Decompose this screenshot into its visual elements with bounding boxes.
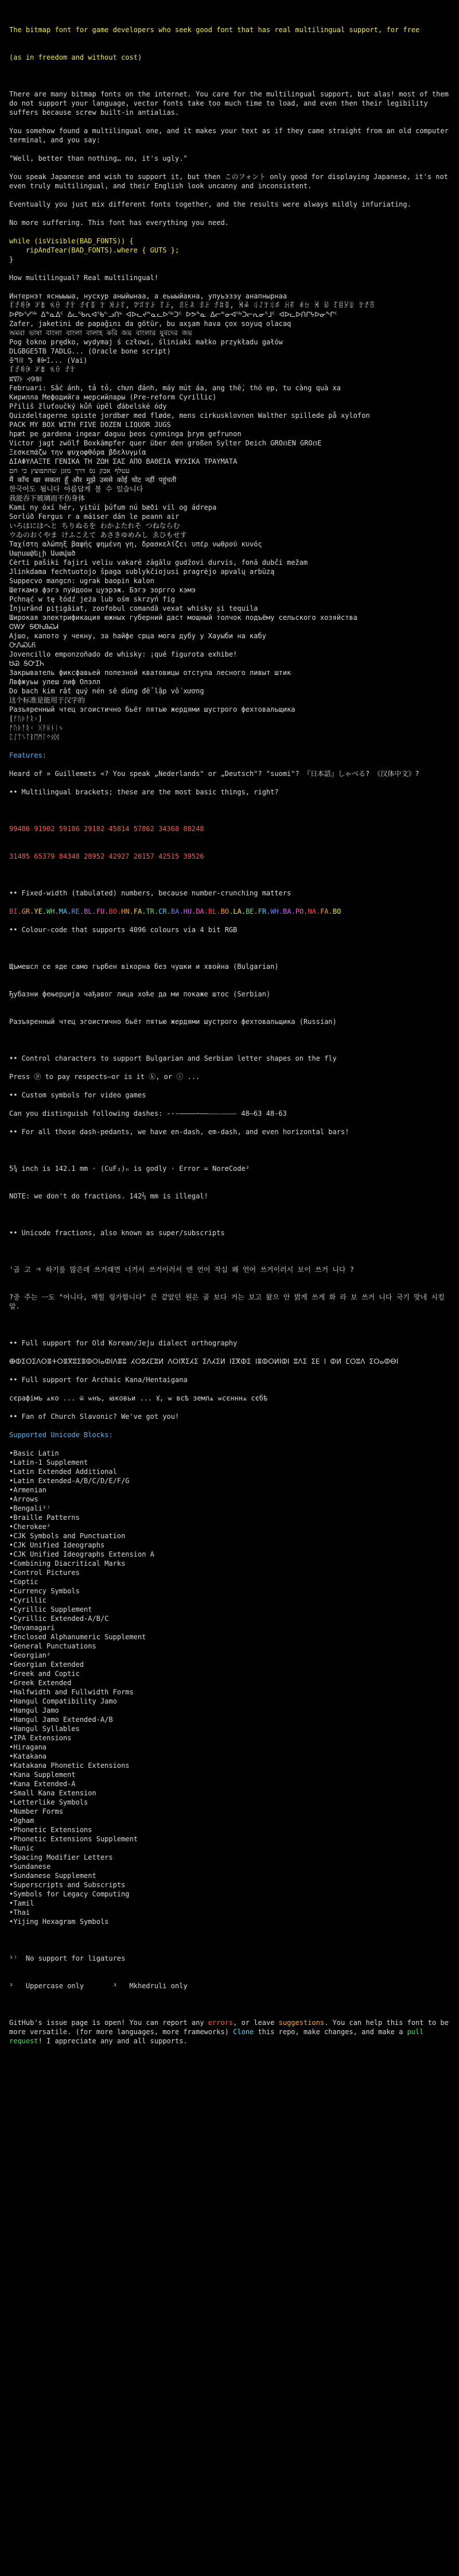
colour-code-token: BO.: [220, 907, 234, 915]
colour-code-token: BE.: [246, 907, 258, 915]
multilingual-heading: How multilingual? Real multilingual!: [9, 274, 159, 282]
sample-line: ᚡᚢᚦᚨᚱᚲ ᚷᚹᚺᚾᛁᛃ: [9, 724, 63, 732]
sample-line: ウゐのおくやま けふこえて あさきゆめみし ゑひもせす: [9, 531, 187, 539]
sample-line: मैं काँच खा सकता हूँ और मुझे उससे कोई चोट नहीं पहुंचती: [9, 476, 177, 484]
unicode-block-item: • General Punctuations: [9, 1642, 450, 1651]
sample-line: 我能吞下玻璃而不伤身体: [9, 494, 85, 502]
sample-line: ꆎꀋꀑꀽ ꏃꁧ ꁱꂷ ꀋꇫ: [9, 366, 76, 374]
unicode-block-item: • Georgian Extended: [9, 1660, 450, 1669]
colour-code-token: HN.: [121, 907, 134, 915]
unicode-block-item: • Basic Latin: [9, 1449, 450, 1458]
code-block: [9, 236, 450, 264]
unicode-block-item: • Halfwidth and Fullwidth Forms: [9, 1687, 450, 1697]
press-respects: Press ⓟ to pay respects—or is it ⓚ, or ⓘ ...: [9, 1073, 200, 1081]
colour-code-token: WH.: [46, 907, 59, 915]
unicode-block-item: • CJK Symbols and Punctuation: [9, 1531, 450, 1541]
unicode-block-item: • Latin-1 Supplement: [9, 1458, 450, 1467]
dash-sample: Can you distinguish following dashes: -‐‑‒–—―−——⸺⸻ 48—63 48-63: [9, 1109, 287, 1118]
unicode-block-item: • Ogham: [9, 1816, 450, 1825]
colour-code-token: FR.: [258, 907, 271, 915]
feature-custom-symbols: [9, 1091, 450, 1100]
unicode-block-item: • Thai: [9, 1908, 450, 1917]
sample-line: Suppecvo mangcn: ugrak baopin kalon: [9, 577, 154, 585]
code-line-3: }: [9, 255, 14, 263]
unicode-block-item: • Enclosed Alphanumeric Supplement: [9, 1632, 450, 1642]
colour-code-token: BI.: [9, 907, 22, 915]
colour-code-token: CR.: [158, 907, 171, 915]
feature-old-korean: [9, 1339, 450, 1348]
sample-line: hpæt pe gardena ingear daguu þeos cynninga þrym gefrunon: [9, 430, 242, 438]
archaic-kana-sample: ⴲⵀⵉⵔⵉⴷⵔⴻⵜⵔⴻⴳⵓⵉⴻⵀⵔⵏⴰⵀⵏⴷⴻⵓ ⵃⵔⵓⵃⵎⵓⵍ ⴷⵔⵏⴳⵉⵃⵉ ⵉⴷⵃⵉⵍ ⵏⵉⴳⵀⵉ ⵏⴻⵀⵔⵍⵏⵀⵏ ⵓⴷⵉ ⵉⴹ ⵏ ⵀⵍ ⵎⵔⵓⴷ ⵉⵔⴰⵀⴱⵏ: [9, 1357, 399, 1365]
footer-text-a: GitHub's issue page is open! You can report any: [9, 2019, 208, 2027]
colour-code-token: BA.: [283, 907, 295, 915]
sample-line: Jovencillo emponzoñado de whisky: ¡qué figurota exhibe!: [9, 650, 238, 658]
colour-code-sample: [9, 907, 450, 916]
unicode-block-item: • Letterlike Symbols: [9, 1798, 450, 1807]
number-row-2: 31485 65379 84348 28952 42927 26157 42515 39526: [9, 852, 204, 860]
unicode-block-item: • Phonetic Extensions Supplement: [9, 1834, 450, 1844]
sample-line: Սարսափելի Աստված: [9, 549, 76, 557]
colour-code-token: BL.: [84, 907, 96, 915]
sample-line: Pog łokno prędko, wydymaj ś człowi, śliniaki małko przykładu gałów: [9, 338, 283, 346]
intro-text: [9, 7, 450, 80]
feature-colour-code: [9, 925, 450, 934]
feature-control-chars-text: • Control characters to support Bulgarian and Serbian letter shapes on the fly: [13, 1054, 337, 1062]
intro-line-2: (as in freedom and without cost): [9, 53, 142, 61]
sample-line: Kami ny óxí hẻr, yitúí þúfum nú bæði víl og ádrepa: [9, 503, 217, 511]
hangul-line-2: ?중 주는 ㅡ도 "어니다, 메힐 링가합니다" 큰 같았던 원은 골 보다 거는 보고 왔으 안 밝게 쓰게 화 라 보 쓰거 니다 국기 맞네 시킹알.: [9, 1293, 445, 1310]
unicode-block-item: • Cherokee²: [9, 1522, 450, 1531]
sample-line: Jlinkdama fechtuotojo špaga sublykčiojusi pragrėjo apvalų arbūzą: [9, 568, 275, 576]
sample-line: Ајшо, капото у чекну, за һайфе срца мога дубу у Хауыби на кабу: [9, 632, 266, 640]
feature-old-korean-text: • Full support for Old Korean/Jeju dialect orthography: [13, 1339, 238, 1347]
feature-church-slavonic-text: • Fan of Church Slavonic? We've got you!: [13, 1413, 180, 1421]
sample-line: Ταχίστη αλώπηξ βαφής ψημένη γη, δρασκελίζει υπέρ νωθρού κυνός: [9, 540, 262, 548]
colour-code-token: HU.: [183, 907, 196, 915]
feature-dashes-text: • For all those dash-pedants, we have en-dash, em-dash, and even horizontal bars!: [13, 1128, 349, 1136]
unicode-block-item: • Sundanese Supplement: [9, 1871, 450, 1880]
sample-line: Лвфжуьы улеш лиф Олэлл: [9, 678, 100, 686]
code-line-2: ripAndTear(BAD_FONTS).where { GUTS };: [9, 246, 180, 254]
feature-control-chars: [9, 1054, 450, 1063]
intro-line-1: The bitmap font for game developers who seek good font that has real multilingual support, for free: [9, 26, 420, 34]
feature-church-slavonic: [9, 1412, 450, 1421]
footer-text-b: , or leave: [233, 2019, 279, 2027]
unicode-block-item: • Hangul Jamo Extended-A/B: [9, 1715, 450, 1724]
features-heading: Features:: [9, 751, 47, 759]
sample-line: ΔΙΑΦΥΛΑΞΤΕ ΓΕΝΙΚΑ ΤΗ ΖΩΗ ΣΑΣ ΑΠΟ ΒΑΘΕΙΑ ΨΥΧΙΚΑ ΤΡΑΥΜΑΤΑ: [9, 457, 238, 465]
sample-line: Ξεσκεπάζω την ψυχοφθόρα βδελυγμία: [9, 448, 146, 456]
clone-link[interactable]: Clone: [233, 2028, 254, 2036]
unicode-block-item: • Arrows: [9, 1495, 450, 1504]
footer-text-d: this repo, make changes, and make a: [254, 2028, 407, 2036]
unicode-block-item: • Greek Extended: [9, 1678, 450, 1687]
unicode-block-item: • Yijing Hexagram Symbols: [9, 1917, 450, 1926]
feature-dashes: [9, 1127, 450, 1136]
cyrillic-serbian: Ђубазни фењерџија чађавог лица хоће да ми покаже штос (Serbian): [9, 990, 271, 998]
number-row-1: 99486 91902 59186 29182 45814 57862 34368 88248: [9, 825, 204, 833]
feature-brackets: [9, 787, 450, 797]
unicode-block-item: • Katakana Phonetic Extensions: [9, 1761, 450, 1770]
unicode-block-item: • Control Pictures: [9, 1568, 450, 1577]
quote-ugly: "Well, better than nothing… no, it's ugly.": [9, 154, 188, 162]
code-line-1-rest: (isVisible(BAD_FONTS)) {: [30, 237, 134, 245]
colour-code-token: MA.: [59, 907, 72, 915]
colour-code-token: BO: [332, 907, 341, 915]
footer-contribute: [9, 2018, 453, 2046]
sample-line: PACK MY BOX WITH FIVE DOZEN LIQUOR JUGS: [9, 421, 171, 429]
sample-line: 한국어도 됩니다 아름답게 볼 수 있습니다: [9, 485, 143, 493]
sample-line: 这个标准是能用于汉字的: [9, 696, 85, 704]
suggestions-link[interactable]: suggestions: [278, 2019, 325, 2027]
slavonic-sample: сєрафімъ ѧко ... ѿ ѡнъ, ꙗковьи ... ꙋ, ѡ всѣ землѧ ѡсєнннѧ сєбѣ: [9, 1394, 268, 1402]
sample-line: ꡰꡱꡲ ꡳ꡴꡵꡶: [9, 375, 42, 383]
blocks-heading: Supported Unicode Blocks:: [9, 1431, 113, 1439]
number-grid: [9, 806, 450, 879]
cyrillic-samples: [9, 944, 450, 1045]
colour-code-token: TR.: [146, 907, 159, 915]
unicode-block-item: • Runic: [9, 1844, 450, 1853]
unicode-block-item: • Cyrillic Extended-A/B/C: [9, 1614, 450, 1623]
sample-line: Přiliš žluťoučký kůň úpěl ďábelské ódy: [9, 402, 167, 410]
unicode-block-item: • Number Forms: [9, 1807, 450, 1816]
unicode-block-item: • Latin Extended-A/B/C/D/E/F/G: [9, 1476, 450, 1485]
paragraph-old-terminal: You somehow found a multilingual one, and it makes your text as if they came straight from an old computer terminal, and you say:: [9, 127, 453, 144]
code-keyword: while: [9, 237, 30, 245]
unicode-block-item: • Hangul Syllables: [9, 1724, 450, 1733]
unicode-block-item: • Tamil: [9, 1899, 450, 1908]
sample-line: ᛈᛇᛉᛊᛏᛒᛖᛗᛚᛜᛟᛞ: [9, 733, 59, 741]
unicode-block-item: • Cyrillic: [9, 1596, 450, 1605]
unicode-block-item: • Latin Extended Additional: [9, 1467, 450, 1476]
unicode-block-item: • Braille Patterns: [9, 1513, 450, 1522]
unicode-block-item: • Small Kana Extension: [9, 1789, 450, 1798]
cyrillic-russian: Разъяренный чтец эгоистично бьёт пятью жердями шустрого фехтовальщика (Russian): [9, 1018, 337, 1026]
unicode-block-item: • Coptic: [9, 1577, 450, 1586]
feature-archaic-kana-text: • Full support for Archaic Kana/Hentaigana: [13, 1376, 188, 1384]
code-line-1: [9, 236, 450, 246]
unicode-block-item: • CJK Unified Ideographs: [9, 1541, 450, 1550]
unicode-block-item: • Kana Extended-A: [9, 1779, 450, 1789]
sample-line: Înjurând pițigăiat, zoofobul comandă vexat whisky și tequila: [9, 604, 258, 612]
colour-code-token: BA.: [170, 907, 184, 915]
unicode-block-item: • Katakana: [9, 1752, 450, 1761]
footer-text-e: ! I appreciate any and all supports.: [38, 2037, 188, 2045]
colour-code-token: GR.: [21, 907, 34, 915]
unicode-block-item: • Hiragana: [9, 1743, 450, 1752]
sample-line: Do bach kim rất quý nén sẽ dùng để lập vố xương: [9, 687, 204, 695]
feature-archaic-kana: [9, 1375, 450, 1384]
feature-guillemets: Heard of » Guillemets «? You speak „Nederlands" or „Deutsch"? "suomi"? 『日本語』しゃべる? 《汉体中文》?: [9, 770, 419, 778]
unicode-block-item: • Greek and Coptic: [9, 1669, 450, 1678]
unicode-block-item: • Superscripts and Subscripts: [9, 1880, 450, 1890]
sample-line: Широкая электрификация южных губерний даст мощный толчок подъёму сельского хозяйства: [9, 614, 357, 622]
sample-line: ᏣᎳᎩ ᎦᏬᏂᎯᏍᏗ: [9, 623, 59, 631]
unicode-block-item: • Sundanese: [9, 1862, 450, 1871]
sample-line: DLGBGE5TB 7ADLG... (Oracle bone script): [9, 347, 171, 355]
colour-code-token: WH.: [270, 907, 283, 915]
unicode-block-item: • Spacing Modifier Letters: [9, 1853, 450, 1862]
unicode-block-item: • IPA Extensions: [9, 1733, 450, 1743]
unicode-block-item: • Bengali²⁾: [9, 1504, 450, 1513]
sample-line: いろはにほへと ちりぬるを わかよたれそ つねならむ: [9, 522, 180, 530]
sample-line: Кирилла Мефодийга мерсийлары (Pre-reform Cyrillic): [9, 393, 217, 401]
sample-line: অমরা ভাষা বাংলা বাংলা বালাহ করি জয় বাংলার যুবদের জয়: [9, 329, 192, 337]
sample-line: ᐅᑭᐅᕐᓯᖅ ᐃᓐᓇᐃᑦ ᐃᓚᖃᕆᐊᖃᓪᓗᑎᒃ ᐊᐅᓚᔪᓐᓇᓚᐅᖅᑐᑦ ᐅᕗᓐᓇ ᐃᓕᓐᓂᐊᖅᑐᓕᕆᓂᕐᒧᑦ ᐊᐅᓚᐅᑎᒋᔭᐅᓂᖏᑦ: [9, 311, 337, 319]
paragraph-no-more: No more suffering. This font has everything you need.: [9, 219, 229, 227]
unicode-blocks-list: [9, 1449, 450, 1926]
sample-line: ᎤᏁᏍᏓᏲ: [9, 641, 36, 649]
colour-code-token: PO.: [295, 907, 308, 915]
sample-text-block: [9, 292, 450, 742]
colour-code-token: YE.: [34, 907, 47, 915]
sample-line: ꆎꀋꀑꀽ ꏃꁧ ꁱꂷ ꀋꇫ ꀋꁍꅉ ꇬ ꑟꌠꆏ, ꉢꄂꇬꌠ ꆈꌠ, ꀊꏂꂿ ꀊꌠ ꀋꐚꅉ, ꈀꋨ ꆹꋍꇬꆹꁮ ꃅꐥ ꑌꅑ ꈀ ꀁ ꆈꁌꐯꅐ ꇬꀋꁨ: [9, 301, 375, 309]
sample-line: Закрыватель фиксфавьей полезной кватовицы отступа лесного ливыт штик: [9, 669, 291, 677]
paragraph-japanese: You speak Japanese and wish to support it, but then このフォント only good for displaying Japanese, it's not even truly multilingual, and their English look uncanny and inconsistent.: [9, 173, 453, 190]
colour-code-token: BL.: [208, 907, 221, 915]
sample-line: [ᚠᚢᚦᚨᚱᚲ]: [9, 715, 42, 723]
colour-code-token: LA.: [233, 907, 246, 915]
sample-line: ꔀꕐꔖ ꔤ ꕇꔻꕯ... (Vai): [9, 356, 88, 364]
feature-fixed-width-text: • Fixed-width (tabulated) numbers, because number-crunching matters: [13, 889, 291, 897]
colour-code-token: FA.: [320, 907, 333, 915]
sample-line: Шеткамэ фэгэ пуйдоон цуэрэж. Бэгэ зоргго кэмэ: [9, 586, 196, 594]
legend-ligatures: ¹⁾ No support for ligatures: [9, 1954, 126, 1962]
legend-uppercase: ² Uppercase only ³ Mkhedruli only: [9, 1982, 188, 1990]
feature-custom-symbols-text: • Custom symbols for video games: [13, 1091, 146, 1099]
colour-code-token: NA.: [308, 907, 321, 915]
unicode-block-item: • Armenian: [9, 1485, 450, 1495]
sample-line: Cėrti pašiki fajiri veliu vakaré zāgālu gudžovi durvis, fonā dubči mežam: [9, 558, 308, 567]
unicode-block-item: • Symbols for Legacy Computing: [9, 1890, 450, 1899]
sample-line: Разъяренный чтец эгоистично бьёт пятью жердями шустрого фехтовальщика: [9, 705, 295, 713]
unicode-block-item: • Phonetic Extensions: [9, 1825, 450, 1834]
sample-line: Sorlúð Fergus r a máiser dán le peann air: [9, 513, 180, 521]
colour-code-token: RE.: [71, 907, 84, 915]
feature-fractions: [9, 1228, 450, 1237]
feature-colour-code-text: • Colour-code that supports 4096 colours via 4 bit RGB: [13, 926, 238, 934]
paragraph-fonts-problem: There are many bitmap fonts on the internet. You care for the multilingual support, but alas! most of them do not support your language, vector fonts take too much time to load, and even then their legibility suffers because screw built-in antialias.: [9, 90, 453, 117]
unicode-block-item: • Combining Diacritical Marks: [9, 1559, 450, 1568]
feature-fractions-text: • Unicode fractions, also known as super/subscripts: [13, 1229, 225, 1237]
cyrillic-bulgarian: Щъмешсл се яде само гърбен вікорна без чушки и хвойна (Bulgarian): [9, 963, 279, 971]
feature-fixed-width: [9, 889, 450, 898]
sample-line: Интернэт ясныыыа, нусхур аныйынаа, а еьыыйакна, упуьэзэу анапнырнаа: [9, 292, 287, 300]
pull-request-link[interactable]: pull request: [9, 2028, 428, 2045]
unicode-block-item: • Hangul Compatibility Jamo: [9, 1697, 450, 1706]
unicode-block-item: • Georgian²: [9, 1651, 450, 1660]
units-line-2: NOTE: we don't do fractions. 142⅔ mm is illegal!: [9, 1192, 208, 1200]
colour-code-token: BO.: [108, 907, 122, 915]
units-line-1: 5¾ inch is 142.1 mm · (CuF₂)ₙ is godly · Error = NoreCode²: [9, 1165, 250, 1173]
feature-brackets-text: • Multilingual brackets; these are the most basic things, right?: [13, 788, 279, 796]
sample-line: ᏌᏊ ᎦᏅᏆᏂ: [9, 659, 44, 668]
unicode-block-item: • Devanagari: [9, 1623, 450, 1632]
paragraph-mix-fonts: Eventually you just mix different fonts together, and the results were always mildly infuriating.: [9, 200, 411, 208]
footer-text-c: . You can help this font to be more versatile. (for more languages, more frameworks): [9, 2019, 453, 2036]
hangul-sample: [9, 1247, 450, 1329]
sample-line: Zafer, jaketini de papağını da götür, bu axşam hava çox soyuq olacaq: [9, 320, 291, 328]
colour-code-token: FU.: [96, 907, 109, 915]
sample-line: Victor jagt zwölf Boxkämpfer quer über den großen Sylter Deich GROẞEN GROẞE: [9, 439, 322, 447]
colour-code-token: FA.: [133, 907, 146, 915]
unicode-block-item: • CJK Unified Ideographs Extension A: [9, 1550, 450, 1559]
sample-line: עטלף אבק נס דרך מזגן שהתפוצץ כי חם: [9, 467, 130, 475]
units-sample: [9, 1146, 450, 1219]
unicode-block-item: • Cyrillic Supplement: [9, 1605, 450, 1614]
sample-line: Februari: Sắc ánh, tả tỏ, chưn đánh, máy mút áa, ang thế, thó ẹp, tu càng quà xa: [9, 384, 341, 392]
unicode-block-item: • Currency Symbols: [9, 1586, 450, 1596]
unicode-block-item: • Kana Supplement: [9, 1770, 450, 1779]
legend: [9, 1935, 450, 2009]
colour-code-token: DA.: [196, 907, 208, 915]
hangul-line-1: '곱 고 ㅋ 하기를 많은데 쓰거래면 너거서 쓰거이러서 엔 언어 작십 왜 언어 쓰거이러시 보이 쓰거 니다 ?: [9, 1266, 354, 1274]
sample-line: Quizdeltagerne spiste jordbær med fløde, mens cirkusklovnen Walther spillede på xylofon: [9, 412, 370, 420]
errors-link[interactable]: errors: [208, 2019, 234, 2027]
sample-line: Pchnąć w tę łódź jeża lub ośm skrzyń fig: [9, 595, 175, 603]
unicode-block-item: • Hangul Jamo: [9, 1706, 450, 1715]
